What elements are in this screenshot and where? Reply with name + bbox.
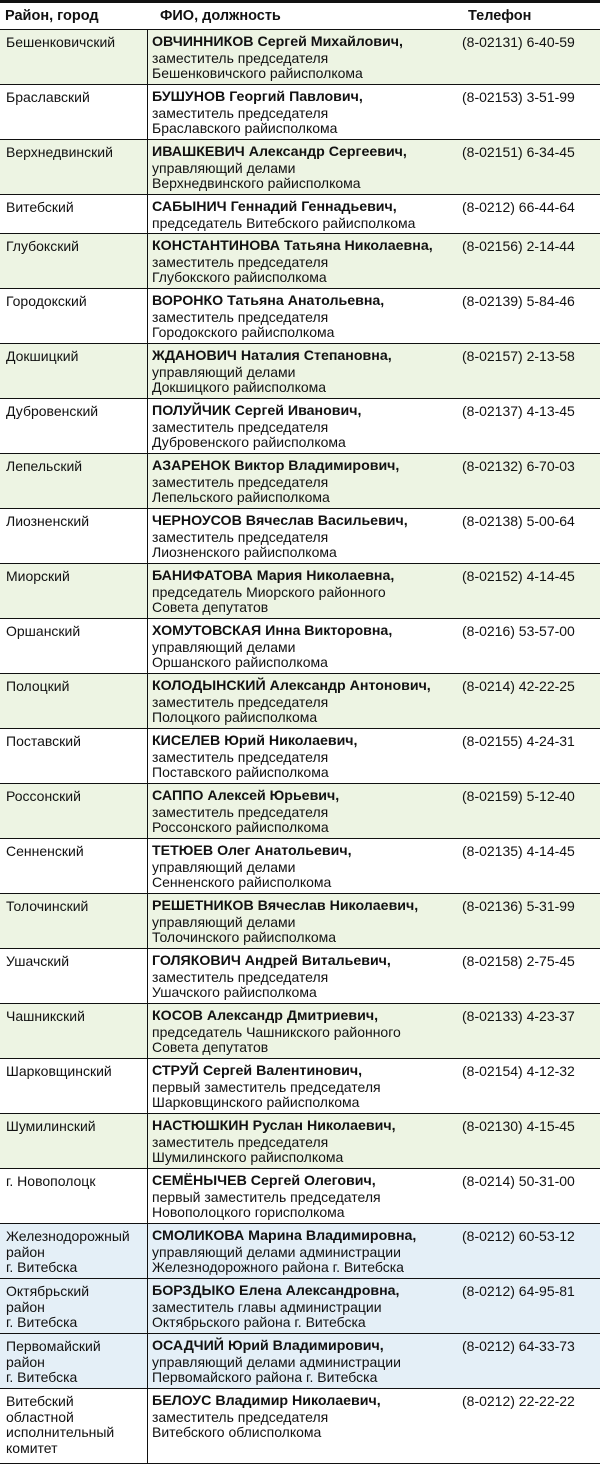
header-name: ФИО, должность bbox=[160, 8, 281, 24]
person-name bbox=[152, 734, 458, 750]
phone-cell: (8-0212) 64-33-73 bbox=[462, 1338, 575, 1354]
person-position: первый заместитель председателя Новополоцкого горисполкома bbox=[152, 1188, 381, 1220]
person-surname: ХОМУТОВСКАЯ bbox=[152, 623, 262, 639]
district-cell bbox=[0, 839, 148, 893]
phone-cell: (8-02132) 6-70-03 bbox=[462, 458, 575, 474]
table-row bbox=[0, 1059, 600, 1114]
person-given-name: Юрий Владимирович, bbox=[227, 1338, 384, 1354]
person-position: заместитель председателя Бешенковичского райисполкома bbox=[152, 49, 363, 81]
district-cell bbox=[0, 949, 148, 1003]
person-surname: РЕШЕТНИКОВ bbox=[152, 898, 254, 914]
person-name bbox=[152, 844, 458, 860]
person-cell bbox=[148, 949, 458, 1003]
district-cell bbox=[0, 399, 148, 453]
district-cell bbox=[0, 85, 148, 139]
person-surname: САБЫНИЧ bbox=[152, 199, 227, 215]
header-phone: Телефон bbox=[468, 8, 532, 24]
person-surname: БОРЗДЫКО bbox=[152, 1283, 236, 1299]
person-name bbox=[152, 349, 458, 365]
person-position: заместитель председателя Ушачского райисполкома bbox=[152, 968, 329, 1000]
person-surname: КОНСТАНТИНОВА bbox=[152, 238, 281, 254]
district-name: Витебский bbox=[6, 199, 74, 215]
person-surname: ВОРОНКО bbox=[152, 293, 224, 309]
person-name bbox=[152, 1119, 458, 1135]
person-cell bbox=[148, 1169, 458, 1223]
person-surname: СМОЛИКОВА bbox=[152, 1228, 245, 1244]
district-cell bbox=[0, 1334, 148, 1388]
table-row bbox=[0, 234, 600, 289]
person-cell bbox=[148, 564, 458, 618]
person-given-name: Геннадий Геннадьевич, bbox=[230, 199, 397, 215]
person-name bbox=[152, 200, 458, 216]
phone-cell: (8-02158) 2-75-45 bbox=[462, 953, 575, 969]
person-surname: СТРУЙ bbox=[152, 1063, 199, 1079]
table-row bbox=[0, 674, 600, 729]
person-name bbox=[152, 1339, 458, 1355]
phone-cell: (8-02159) 5-12-40 bbox=[462, 788, 575, 804]
phone-cell: (8-02151) 6-34-45 bbox=[462, 144, 575, 160]
person-name bbox=[152, 1229, 458, 1245]
person-surname: ЖДАНОВИЧ bbox=[152, 348, 237, 364]
phone-cell: (8-02130) 4-15-45 bbox=[462, 1118, 575, 1134]
person-position: управляющий делами Толочинского райисполкома bbox=[152, 913, 337, 945]
person-cell bbox=[148, 289, 458, 343]
person-surname: БАНИФАТОВА bbox=[152, 568, 253, 584]
person-given-name: Татьяна Анатольевна, bbox=[227, 293, 385, 309]
person-given-name: Владимир Николаевич, bbox=[215, 1393, 381, 1409]
person-cell bbox=[148, 1334, 458, 1388]
person-name bbox=[152, 514, 458, 530]
person-position: заместитель председателя Лиозненского райисполкома bbox=[152, 528, 337, 560]
person-given-name: Виктор Владимирович, bbox=[234, 458, 400, 474]
district-cell bbox=[0, 140, 148, 194]
district-cell bbox=[0, 344, 148, 398]
person-cell bbox=[148, 85, 458, 139]
table-row bbox=[0, 289, 600, 344]
person-name bbox=[152, 954, 458, 970]
person-given-name: Наталия Степановна, bbox=[240, 348, 392, 364]
person-cell bbox=[148, 30, 458, 84]
person-cell bbox=[148, 140, 458, 194]
phone-cell: (8-0212) 60-53-12 bbox=[462, 1228, 575, 1244]
person-name bbox=[152, 239, 458, 255]
district-cell bbox=[0, 30, 148, 84]
person-surname: ИВАШКЕВИЧ bbox=[152, 144, 245, 160]
district-cell bbox=[0, 454, 148, 508]
phone-cell: (8-0212) 22-22-22 bbox=[462, 1393, 575, 1409]
person-position: первый заместитель председателя Шарковщинского райисполкома bbox=[152, 1078, 381, 1110]
person-surname: БУШУНОВ bbox=[152, 89, 226, 105]
person-given-name: Юрий Николаевич, bbox=[224, 733, 358, 749]
table-row bbox=[0, 894, 600, 949]
person-surname: БЕЛОУС bbox=[152, 1393, 212, 1409]
phone-cell: (8-02136) 5-31-99 bbox=[462, 898, 575, 914]
person-given-name: Олег Анатольевич, bbox=[217, 843, 352, 859]
table-row bbox=[0, 85, 600, 140]
person-position: заместитель председателя Городокского райисполкома bbox=[152, 308, 335, 340]
person-cell bbox=[148, 454, 458, 508]
phone-cell: (8-0216) 53-57-00 bbox=[462, 623, 575, 639]
district-name: Миорский bbox=[6, 568, 70, 584]
phone-cell: (8-02138) 5-00-64 bbox=[462, 513, 575, 529]
person-given-name: Александр Антонович, bbox=[269, 678, 431, 694]
table-row bbox=[0, 784, 600, 839]
person-name bbox=[152, 404, 458, 420]
person-position: управляющий делами Докшицкого райисполкома bbox=[152, 363, 327, 395]
person-surname: ОСАДЧИЙ bbox=[152, 1338, 224, 1354]
person-position: заместитель председателя Шумилинского райисполкома bbox=[152, 1133, 344, 1165]
district-name: Сенненский bbox=[6, 843, 84, 859]
district-cell bbox=[0, 509, 148, 563]
person-cell bbox=[148, 234, 458, 288]
person-cell bbox=[148, 1224, 458, 1278]
table-row bbox=[0, 1224, 600, 1279]
person-given-name: Алексей Юрьевич, bbox=[207, 788, 340, 804]
phone-cell: (8-02137) 4-13-45 bbox=[462, 403, 575, 419]
table-row bbox=[0, 30, 600, 85]
person-cell bbox=[148, 674, 458, 728]
district-name: Лиозненский bbox=[6, 513, 90, 529]
person-name bbox=[152, 1009, 458, 1025]
phone-cell: (8-02155) 4-24-31 bbox=[462, 733, 575, 749]
person-cell bbox=[148, 1389, 458, 1463]
table-row bbox=[0, 949, 600, 1004]
district-cell bbox=[0, 619, 148, 673]
person-cell bbox=[148, 399, 458, 453]
person-position: заместитель председателя Поставского райисполкома bbox=[152, 748, 329, 780]
person-position: заместитель председателя Витебского облисполкома bbox=[152, 1408, 329, 1440]
person-cell bbox=[148, 619, 458, 673]
phone-cell: (8-02157) 2-13-58 bbox=[462, 348, 575, 364]
district-cell bbox=[0, 1169, 148, 1223]
person-cell bbox=[148, 1059, 458, 1113]
person-position: управляющий делами администрации Железнодорожного района г. Витебска bbox=[152, 1243, 404, 1275]
phone-cell: (8-02139) 5-84-46 bbox=[462, 293, 575, 309]
person-given-name: Сергей Олегович, bbox=[250, 1173, 376, 1189]
phone-cell: (8-02154) 4-12-32 bbox=[462, 1063, 575, 1079]
person-given-name: Руслан Николаевич, bbox=[252, 1118, 396, 1134]
person-cell bbox=[148, 1279, 458, 1333]
person-name bbox=[152, 789, 458, 805]
person-position: заместитель председателя Полоцкого райисполкома bbox=[152, 693, 329, 725]
district-name: Браславский bbox=[6, 89, 90, 105]
district-cell bbox=[0, 1224, 148, 1278]
table-row bbox=[0, 454, 600, 509]
table-row bbox=[0, 140, 600, 195]
person-surname: АЗАРЕНОК bbox=[152, 458, 231, 474]
table-row bbox=[0, 729, 600, 784]
person-name bbox=[152, 679, 458, 695]
person-cell bbox=[148, 784, 458, 838]
person-given-name: Татьяна Николаевна, bbox=[283, 238, 433, 254]
phone-cell: (8-02153) 3-51-99 bbox=[462, 89, 575, 105]
table-row bbox=[0, 1169, 600, 1224]
person-name bbox=[152, 1064, 458, 1080]
person-position: заместитель председателя Дубровенского райисполкома bbox=[152, 418, 346, 450]
phone-cell: (8-0214) 42-22-25 bbox=[462, 678, 575, 694]
person-position: заместитель председателя Россонского райисполкома bbox=[152, 803, 329, 835]
table-row bbox=[0, 1004, 600, 1059]
person-name bbox=[152, 459, 458, 475]
district-cell bbox=[0, 564, 148, 618]
district-cell bbox=[0, 234, 148, 288]
district-cell bbox=[0, 784, 148, 838]
phone-cell: (8-02156) 2-14-44 bbox=[462, 238, 575, 254]
person-cell bbox=[148, 195, 458, 233]
district-cell bbox=[0, 1279, 148, 1333]
person-position: заместитель председателя Лепельского райисполкома bbox=[152, 473, 330, 505]
person-surname: ПОЛУЙЧИК bbox=[152, 403, 231, 419]
person-given-name: Александр Дмитриевич, bbox=[206, 1008, 379, 1024]
district-name: Россонский bbox=[6, 788, 81, 804]
district-name: Октябрьский район г. Витебска bbox=[6, 1283, 90, 1330]
district-name: Глубокский bbox=[6, 238, 79, 254]
person-name bbox=[152, 899, 458, 915]
person-position: заместитель председателя Глубокского райисполкома bbox=[152, 253, 329, 285]
person-given-name: Александр Сергеевич, bbox=[248, 144, 407, 160]
person-name bbox=[152, 1174, 458, 1190]
person-cell bbox=[148, 729, 458, 783]
person-given-name: Вячеслав Васильевич, bbox=[245, 513, 408, 529]
district-name: Чашникский bbox=[6, 1008, 85, 1024]
person-position: председатель Витебского райисполкома bbox=[152, 214, 416, 231]
district-cell bbox=[0, 1059, 148, 1113]
table-row bbox=[0, 1389, 600, 1464]
district-name: Ушачский bbox=[6, 953, 70, 969]
person-surname: СЕМЁНЫЧЕВ bbox=[152, 1173, 247, 1189]
district-cell bbox=[0, 674, 148, 728]
person-cell bbox=[148, 344, 458, 398]
person-name bbox=[152, 1394, 458, 1410]
district-name: Докшицкий bbox=[6, 348, 79, 364]
district-cell bbox=[0, 894, 148, 948]
person-given-name: Сергей Валентинович, bbox=[202, 1063, 363, 1079]
table-body bbox=[0, 30, 600, 1464]
district-name: Верхнедвинский bbox=[6, 144, 113, 160]
person-name bbox=[152, 1284, 458, 1300]
table-header bbox=[0, 0, 600, 30]
person-cell bbox=[148, 1004, 458, 1058]
person-cell bbox=[148, 1114, 458, 1168]
phone-cell: (8-02135) 4-14-45 bbox=[462, 843, 575, 859]
table-row bbox=[0, 399, 600, 454]
district-name: Шумилинский bbox=[6, 1118, 96, 1134]
table-row bbox=[0, 839, 600, 894]
person-position: заместитель главы администрации Октябрьского района г. Витебска bbox=[152, 1298, 382, 1330]
person-given-name: Марина Владимировна, bbox=[248, 1228, 417, 1244]
person-given-name: Сергей Михайлович, bbox=[257, 34, 403, 50]
person-given-name: Мария Николаевна, bbox=[256, 568, 395, 584]
person-given-name: Вячеслав Николаевич, bbox=[257, 898, 419, 914]
district-name: Поставский bbox=[6, 733, 81, 749]
district-name: Оршанский bbox=[6, 623, 81, 639]
district-name: Железнодорожный район г. Витебска bbox=[6, 1228, 130, 1275]
person-given-name: Георгий Павлович, bbox=[229, 89, 363, 105]
phone-cell: (8-0214) 50-31-00 bbox=[462, 1173, 575, 1189]
table-row bbox=[0, 1334, 600, 1389]
table-row bbox=[0, 1279, 600, 1334]
person-surname: ТЕТЮЕВ bbox=[152, 843, 214, 859]
header-district: Район, город bbox=[5, 8, 99, 24]
district-name: Бешенковичский bbox=[6, 34, 116, 50]
district-name: Полоцкий bbox=[6, 678, 70, 694]
district-cell bbox=[0, 1004, 148, 1058]
district-name: Толочинский bbox=[6, 898, 89, 914]
person-given-name: Андрей Витальевич, bbox=[244, 953, 391, 969]
person-position: управляющий делами Сенненского райисполкома bbox=[152, 858, 332, 890]
person-surname: ЧЕРНОУСОВ bbox=[152, 513, 242, 529]
district-name: Первомайский район г. Витебска bbox=[6, 1338, 101, 1385]
district-name: Шарковщинский bbox=[6, 1063, 112, 1079]
district-name: Дубровенский bbox=[6, 403, 99, 419]
district-cell bbox=[0, 729, 148, 783]
person-given-name: Инна Викторовна, bbox=[265, 623, 393, 639]
district-cell bbox=[0, 195, 148, 233]
table-row bbox=[0, 1114, 600, 1169]
person-given-name: Елена Александровна, bbox=[239, 1283, 400, 1299]
table-row bbox=[0, 564, 600, 619]
person-cell bbox=[148, 509, 458, 563]
person-position: управляющий делами Оршанского райисполкома bbox=[152, 638, 328, 670]
person-name bbox=[152, 90, 458, 106]
district-name: Витебский областной исполнительный комитет bbox=[6, 1393, 115, 1456]
person-surname: КИСЕЛЕВ bbox=[152, 733, 221, 749]
person-position: председатель Миорского районного Совета депутатов bbox=[152, 583, 386, 615]
person-name bbox=[152, 35, 458, 51]
table-row bbox=[0, 509, 600, 564]
district-cell bbox=[0, 289, 148, 343]
person-position: председатель Чашникского районного Совета депутатов bbox=[152, 1023, 401, 1055]
phone-cell: (8-0212) 64-95-81 bbox=[462, 1283, 575, 1299]
table-row bbox=[0, 344, 600, 399]
person-position: управляющий делами администрации Первомайского района г. Витебска bbox=[152, 1353, 401, 1385]
person-surname: ГОЛЯКОВИЧ bbox=[152, 953, 241, 969]
person-surname: САППО bbox=[152, 788, 204, 804]
person-surname: ОВЧИННИКОВ bbox=[152, 34, 254, 50]
person-cell bbox=[148, 894, 458, 948]
person-name bbox=[152, 624, 458, 640]
person-name bbox=[152, 145, 458, 161]
person-position: заместитель председателя Браславского райисполкома bbox=[152, 104, 338, 136]
phone-cell: (8-02152) 4-14-45 bbox=[462, 568, 575, 584]
phone-cell: (8-02131) 6-40-59 bbox=[462, 34, 575, 50]
district-name: Городокский bbox=[6, 293, 87, 309]
phone-cell: (8-02133) 4-23-37 bbox=[462, 1008, 575, 1024]
person-position: управляющий делами Верхнедвинского райисполкома bbox=[152, 159, 361, 191]
person-name bbox=[152, 294, 458, 310]
person-given-name: Сергей Иванович, bbox=[234, 403, 362, 419]
district-name: г. Новополоцк bbox=[6, 1173, 96, 1189]
district-cell bbox=[0, 1114, 148, 1168]
table-row bbox=[0, 619, 600, 674]
table-row bbox=[0, 195, 600, 234]
person-surname: КОЛОДЫНСКИЙ bbox=[152, 678, 266, 694]
person-surname: НАСТЮШКИН bbox=[152, 1118, 249, 1134]
person-cell bbox=[148, 839, 458, 893]
person-name bbox=[152, 569, 458, 585]
phone-cell: (8-0212) 66-44-64 bbox=[462, 199, 575, 215]
district-name: Лепельский bbox=[6, 458, 83, 474]
person-surname: КОСОВ bbox=[152, 1008, 203, 1024]
district-cell bbox=[0, 1389, 148, 1463]
